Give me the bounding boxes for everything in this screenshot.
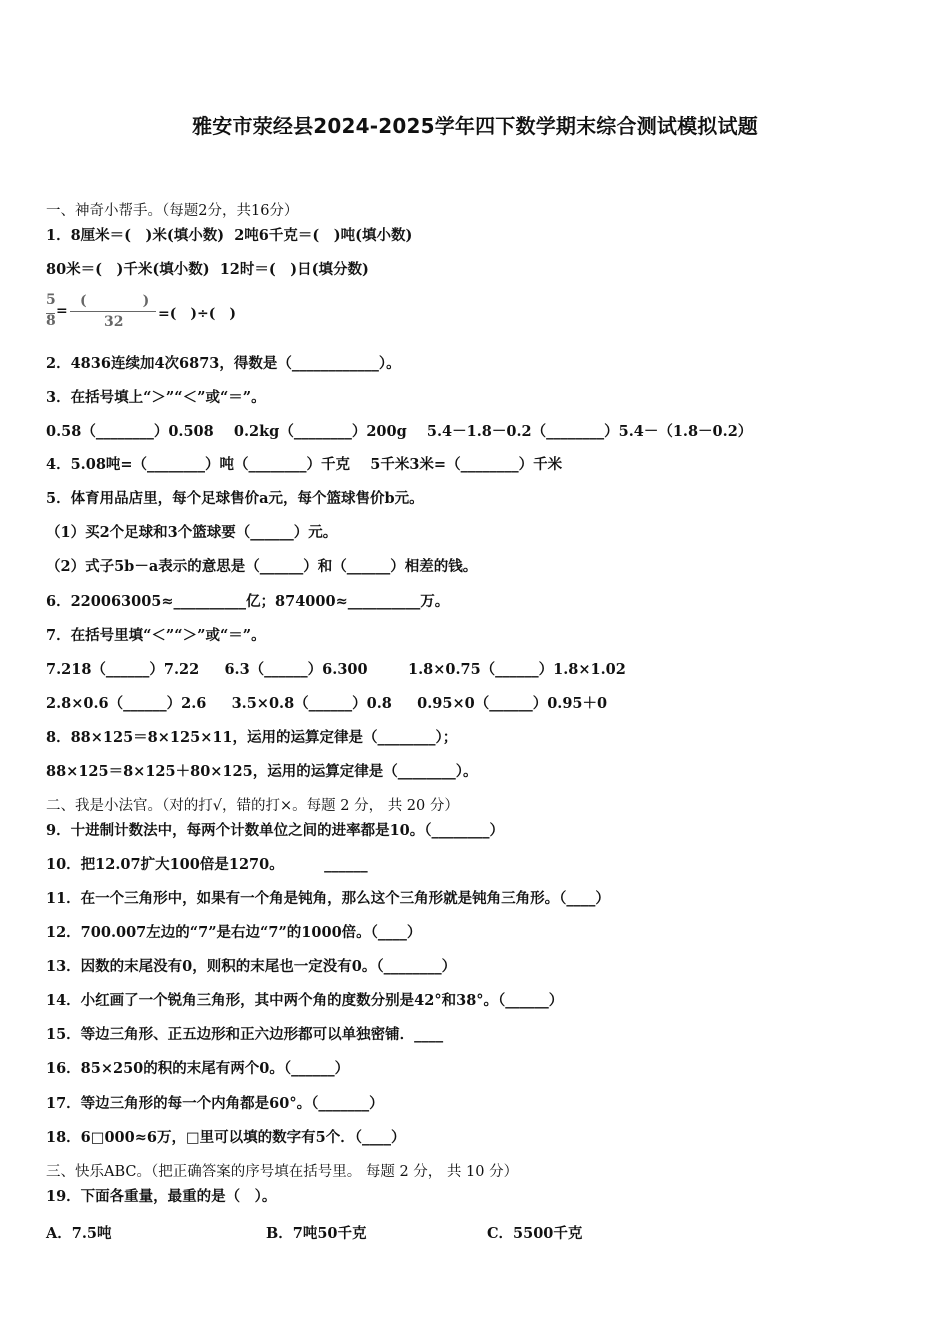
fraction-middle-bar [70,311,156,312]
question-13: 13．因数的末尾没有0，则积的末尾也一定没有0。（________） [46,958,457,975]
question-3-items: 0.58（________）0.508 0.2kg（________）200g 5.4－1.8－0.2（________）5.4－（1.8－0.2） [46,423,753,440]
question-16: 16．85×250的积的末尾有两个0。（______） [46,1060,350,1077]
option-a: A．7.5吨 [46,1225,112,1242]
question-1-line-2: 80米＝( )千米(填小数) 12时＝( )日(填分数) [46,261,369,278]
question-7-row-1: 7.218（______）7.22 6.3（______）6.300 1.8×0.75（______）1.8×1.02 [46,661,626,678]
question-3: 3．在括号填上“＞”“＜”或“＝”。 [46,389,266,406]
question-18: 18．6□000≈6万，□里可以填的数字有5个．（____） [46,1129,406,1146]
question-7: 7．在括号里填“＜”“＞”或“＝”。 [46,627,266,644]
question-11: 11．在一个三角形中，如果有一个角是钝角，那么这个三角形就是钝角三角形。（____） [46,890,610,907]
question-10: 10．把12.07扩大100倍是1270。 ______ [46,856,368,873]
question-8-line-2: 88×125＝8×125＋80×125，运用的运算定律是（________）。 [46,763,478,780]
question-1-line-1: 1．8厘米＝( )米(填小数) 2吨6千克＝( )吨(填小数) [46,227,413,244]
question-8-line-1: 8．88×125＝8×125×11，运用的运算定律是（________）； [46,729,458,746]
fraction-tail: =( )÷( ) [158,306,236,322]
fraction-left-denominator: 8 [46,313,56,329]
fraction-expression [46,292,346,334]
question-19: 19．下面各重量，最重的是（ ）。 [46,1188,277,1205]
question-6: 6．220063005≈__________亿；874000≈__________万。 [46,593,450,610]
question-14: 14．小红画了一个锐角三角形，其中两个角的度数分别是42°和38°。（______） [46,992,564,1009]
fraction-middle-numerator: ( ) [80,293,150,309]
question-5: 5．体育用品店里，每个足球售价a元，每个篮球售价b元。 [46,490,424,507]
option-c: C．5500千克 [487,1225,583,1242]
question-15: 15．等边三角形、正五边形和正六边形都可以单独密铺．____ [46,1026,444,1043]
question-5-part-2: （2）式子5b－a表示的意思是（______）和（______）相差的钱。 [46,558,478,575]
fraction-equals: = [56,303,68,319]
fraction-left-numerator: 5 [46,292,56,308]
section-1-heading: 一、神奇小帮手。（每题2分，共16分） [46,203,299,219]
fraction-middle-denominator: 32 [104,314,124,330]
page-title: 雅安市荥经县2024-2025学年四下数学期末综合测试模拟试题 [192,114,758,138]
question-2: 2．4836连续加4次6873，得数是（____________）。 [46,355,401,372]
question-12: 12．700.007左边的“7”是右边“7”的1000倍。（____） [46,924,422,941]
section-2-heading: 二、我是小法官。（对的打√，错的打×。每题 2 分， 共 20 分） [46,798,459,814]
section-3-heading: 三、快乐ABC。（把正确答案的序号填在括号里。 每题 2 分， 共 10 分） [46,1164,519,1180]
question-4: 4．5.08吨=（________）吨（________）千克 5千米3米=（________）千米 [46,456,563,473]
question-5-part-1: （1）买2个足球和3个篮球要（______）元。 [46,524,338,541]
question-9: 9．十进制计数法中，每两个计数单位之间的进率都是10。（________） [46,822,505,839]
question-7-row-2: 2.8×0.6（______）2.6 3.5×0.8（______）0.8 0.95×0（______）0.95＋0 [46,695,608,712]
question-17: 17．等边三角形的每一个内角都是60°。（_______） [46,1095,384,1112]
option-b: B．7吨50千克 [266,1225,367,1242]
